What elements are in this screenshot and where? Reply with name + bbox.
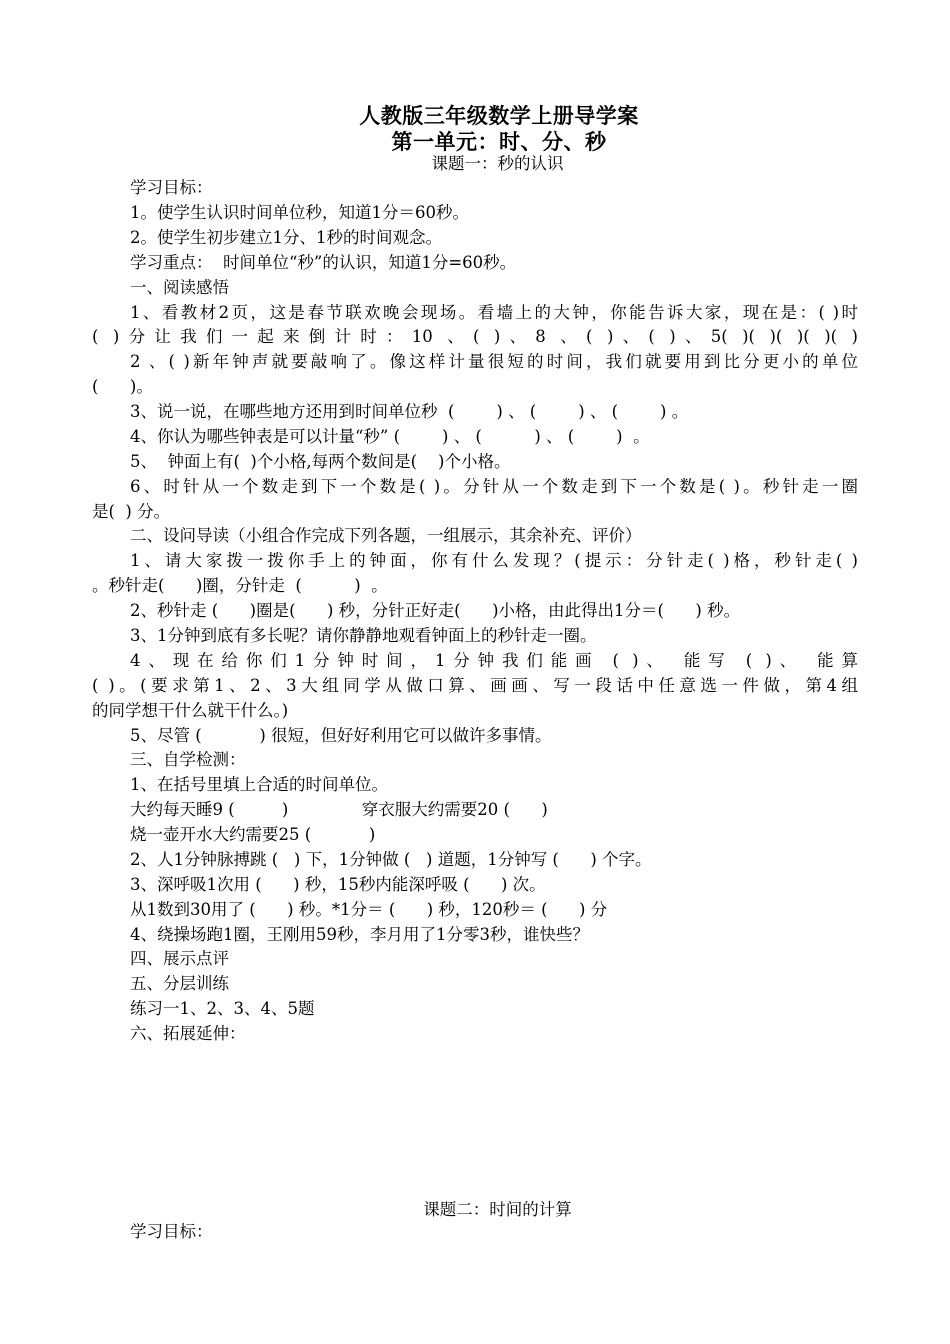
text-line: 4、你认为哪些钟表是可以计量“秒” ( ) 、 ( ) 、 ( ) 。 [130, 427, 650, 446]
text-line: 2 、( )新年钟声就要敲响了。像这样计量很短的时间，我们就要用到比分更小的单位 [130, 352, 858, 371]
text-line: 练习一1、2、3、4、5题 [130, 999, 315, 1018]
section-heading: 五、分层训练 [130, 974, 229, 993]
section-heading: 一、阅读感悟 [130, 278, 229, 297]
text-line: 5、 钟面上有( )个小格,每两个数间是( )个小格。 [130, 452, 511, 471]
text-line: 学习目标： [130, 178, 213, 197]
lesson-one-title: 课题一：秒的认识 [431, 154, 564, 173]
text-line: ( )。(要求第1、2、3大组同学从做口算、画画、写一段话中任意选一件做，第4组 [92, 676, 858, 695]
text-line: 1、看教材2页，这是春节联欢晚会现场。看墙上的大钟，你能告诉大家，现在是：( )时 [130, 303, 858, 322]
text-line: ( )。 [92, 377, 153, 396]
text-line: 从1数到30用了 ( ) 秒。*1分＝ ( ) 秒，120秒＝ ( ) 分 [130, 900, 608, 919]
text-line: ( )分让我们一起来倒计时：10 、( )、8 、( )、( )、5( )( )( )( )( ) [92, 327, 858, 346]
text-line: 学习目标： [130, 1222, 213, 1241]
text-line: 3、1分钟到底有多长呢？请你静静地观看钟面上的秒针走一圈。 [130, 626, 597, 645]
text-line: 2、人1分钟脉搏跳 ( ) 下，1分钟做 ( ) 道题，1分钟写 ( ) 个字。 [130, 850, 652, 869]
lesson-two-title: 课题二：时间的计算 [423, 1200, 572, 1219]
text-line: 的同学想干什么就干什么。) [92, 701, 289, 720]
text-line: 5、尽管 ( ) 很短，但好好利用它可以做许多事情。 [130, 726, 552, 745]
text-line: 3、说一说，在哪些地方还用到时间单位秒 ( ) 、 ( ) 、 ( ) 。 [130, 402, 689, 421]
section-heading: 六、拓展延伸： [130, 1024, 246, 1043]
document-title: 人教版三年级数学上册导学案 [359, 103, 639, 128]
section-heading: 三、自学检测： [130, 750, 246, 769]
text-line: 。秒针走( )圈，分针走 ( ) 。 [92, 576, 388, 595]
text-line: 大约每天睡9 ( ) 穿衣服大约需要20 ( ) [130, 800, 548, 819]
text-line: 烧一壶开水大约需要25 ( ) [130, 825, 376, 844]
text-line: 学习重点： 时间单位“秒”的认识，知道1分=60秒。 [130, 253, 517, 272]
text-line: 3、深呼吸1次用 ( ) 秒，15秒内能深呼吸 ( ) 次。 [130, 875, 546, 894]
text-line: 是( ) 分。 [92, 502, 171, 521]
text-line: 1、在括号里填上合适的时间单位。 [130, 775, 388, 794]
text-line: 1、请大家拨一拨你手上的钟面，你有什么发现？(提示：分针走( )格，秒针走( ) [130, 551, 858, 570]
text-line: 2。使学生初步建立1分、1秒的时间观念。 [130, 228, 442, 247]
text-line: 2、秒针走 ( )圈是( ) 秒，分针正好走( )小格，由此得出1分＝( ) 秒。 [130, 601, 741, 620]
text-line: 4、现在给你们1分钟时间，1分钟我们能画 ( )、 能写 ( )、 能算 [130, 651, 858, 670]
text-line: 6、时针从一个数走到下一个数是( )。分针从一个数走到下一个数是( )。秒针走一圈 [130, 477, 858, 496]
text-line: 4、绕操场跑1圈，王刚用59秒，李月用了1分零3秒，谁快些？ [130, 925, 589, 944]
text-line: 1。使学生认识时间单位秒，知道1分＝60秒。 [130, 203, 469, 222]
unit-title: 第一单元：时、分、秒 [391, 129, 607, 154]
section-heading: 四、展示点评 [130, 949, 229, 968]
section-heading: 二、设问导读（小组合作完成下列各题，一组展示，其余补充、评价） [130, 526, 642, 545]
